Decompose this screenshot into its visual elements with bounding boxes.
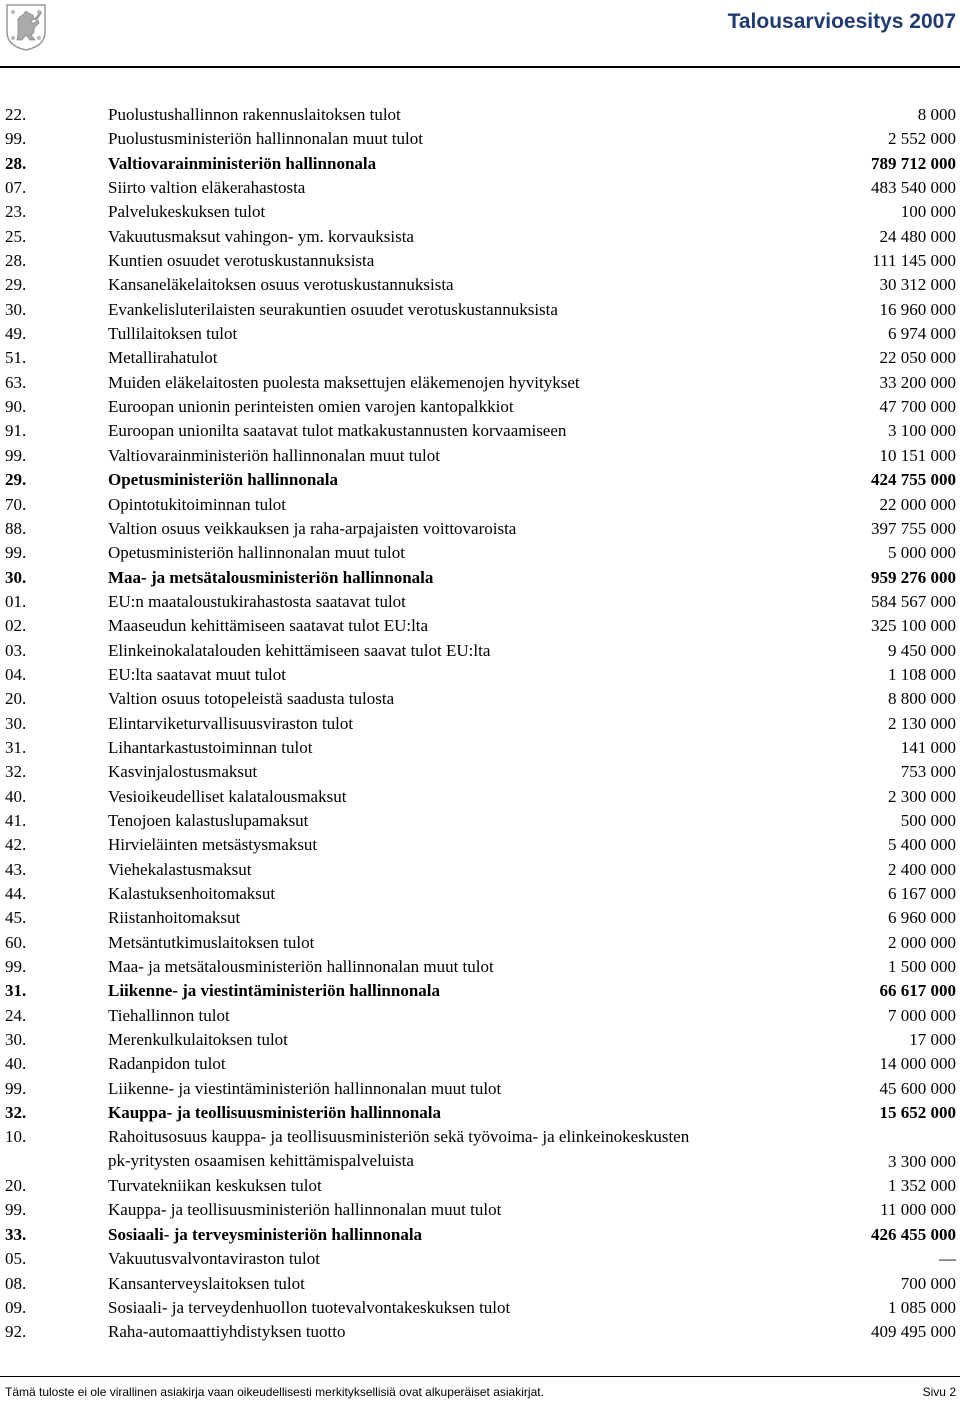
footer-disclaimer: Tämä tuloste ei ole virallinen asiakirja vaan oikeudellisesti merkityksellisiä ovat alkuperäiset asiakirjat. xyxy=(5,1385,544,1399)
table-row xyxy=(0,371,960,395)
table-row xyxy=(0,614,960,638)
budget-table xyxy=(0,103,960,1345)
row-number: 30. xyxy=(5,299,27,319)
row-description: Maa- ja metsätalousministeriön hallinnonala xyxy=(108,567,434,587)
row-number: 99. xyxy=(5,129,27,149)
row-number: 88. xyxy=(5,518,27,538)
row-amount: 397 755 000 xyxy=(871,518,956,538)
row-number: 43. xyxy=(5,859,27,879)
table-row xyxy=(0,298,960,322)
table-row xyxy=(0,858,960,882)
row-amount: 24 480 000 xyxy=(879,226,956,246)
row-number: 02. xyxy=(5,616,27,636)
table-row xyxy=(0,127,960,151)
table-row xyxy=(0,687,960,711)
row-description: EU:lta saatavat muut tulot xyxy=(108,664,286,684)
row-amount: 22 050 000 xyxy=(879,348,956,368)
header-divider xyxy=(0,66,960,68)
row-description: Kasvinjalostusmaksut xyxy=(108,762,258,782)
row-number: 28. xyxy=(5,153,27,173)
table-row xyxy=(0,273,960,297)
row-description: Raha-automaattiyhdistyksen tuotto xyxy=(108,1322,346,1342)
row-number: 31. xyxy=(5,737,27,757)
row-amount: 8 000 xyxy=(917,105,956,124)
row-amount: 1 108 000 xyxy=(888,664,956,684)
row-amount: 45 600 000 xyxy=(879,1078,956,1098)
row-amount: 66 617 000 xyxy=(879,981,956,1001)
row-description: Muiden eläkelaitosten puolesta maksettujen eläkemenojen hyvitykset xyxy=(108,372,580,392)
row-amount: 483 540 000 xyxy=(871,178,956,198)
table-row xyxy=(0,1077,960,1101)
row-number: 70. xyxy=(5,494,27,514)
row-description: Valtiovarainministeriön hallinnonala xyxy=(108,153,377,173)
row-description: Kauppa- ja teollisuusministeriön hallinnonala xyxy=(108,1103,441,1123)
table-row xyxy=(0,1296,960,1320)
row-amount: 8 800 000 xyxy=(888,689,956,709)
row-number: 51. xyxy=(5,348,27,368)
row-amount: 33 200 000 xyxy=(879,372,956,392)
row-amount: 6 960 000 xyxy=(888,908,956,928)
row-amount: 9 450 000 xyxy=(888,640,956,660)
row-amount: 17 000 xyxy=(909,1030,956,1050)
table-row xyxy=(0,590,960,614)
table-row xyxy=(0,517,960,541)
table-row xyxy=(0,322,960,346)
row-description: Vesioikeudelliset kalatalousmaksut xyxy=(108,786,347,806)
row-description: Viehekalastusmaksut xyxy=(108,859,252,879)
row-number: 05. xyxy=(5,1249,27,1269)
row-amount: 10 151 000 xyxy=(879,445,956,465)
row-amount: 6 974 000 xyxy=(888,324,956,344)
row-number: 92. xyxy=(5,1322,27,1342)
row-amount: 1 085 000 xyxy=(888,1297,956,1317)
row-description: Valtion osuus veikkauksen ja raha-arpajaisten voittovaroista xyxy=(108,518,517,538)
table-section-row xyxy=(0,566,960,590)
row-number: 32. xyxy=(5,762,27,782)
row-amount: — xyxy=(939,1249,956,1269)
table-row xyxy=(0,493,960,517)
row-number: 20. xyxy=(5,689,27,709)
row-description: Radanpidon tulot xyxy=(108,1054,226,1074)
table-row xyxy=(0,1052,960,1076)
row-description: Palvelukeskuksen tulot xyxy=(108,202,266,222)
row-amount: 15 652 000 xyxy=(879,1103,956,1123)
row-description: Maa- ja metsätalousministeriön hallinnonalan muut tulot xyxy=(108,957,494,977)
row-amount: 753 000 xyxy=(900,762,956,782)
table-row xyxy=(0,833,960,857)
row-number: 99. xyxy=(5,1078,27,1098)
row-amount: 2 552 000 xyxy=(888,129,956,149)
row-amount: 2 000 000 xyxy=(888,932,956,952)
row-description: Liikenne- ja viestintäministeriön hallinnonalan muut tulot xyxy=(108,1078,502,1098)
row-description: Opetusministeriön hallinnonalan muut tulot xyxy=(108,543,405,563)
row-number: 09. xyxy=(5,1297,27,1317)
row-number: 60. xyxy=(5,932,27,952)
row-number: 41. xyxy=(5,810,27,830)
table-row xyxy=(0,712,960,736)
row-amount: 959 276 000 xyxy=(871,567,956,587)
row-amount: 1 352 000 xyxy=(888,1176,956,1196)
row-description: Liikenne- ja viestintäministeriön hallinnonala xyxy=(108,981,441,1001)
row-number: 22. xyxy=(5,105,27,124)
table-row xyxy=(0,809,960,833)
table-row xyxy=(0,1272,960,1296)
table-row xyxy=(0,882,960,906)
row-number: 25. xyxy=(5,226,27,246)
row-amount: 500 000 xyxy=(900,810,956,830)
row-amount: 5 000 000 xyxy=(888,543,956,563)
page-number: Sivu 2 xyxy=(922,1385,956,1399)
row-description: Puolustusministeriön hallinnonalan muut tulot xyxy=(108,129,423,149)
row-amount: 11 000 000 xyxy=(880,1200,956,1220)
row-amount: 2 130 000 xyxy=(888,713,956,733)
row-description: Tenojoen kalastuslupamaksut xyxy=(108,810,309,830)
row-number: 63. xyxy=(5,372,27,392)
row-number: 08. xyxy=(5,1273,27,1293)
finnish-coat-of-arms-icon xyxy=(4,2,48,52)
table-row xyxy=(0,419,960,443)
row-description: Tullilaitoksen tulot xyxy=(108,324,238,344)
row-number: 10. xyxy=(5,1127,27,1147)
row-amount: 22 000 000 xyxy=(879,494,956,514)
row-amount: 424 755 000 xyxy=(871,470,956,490)
row-number: 42. xyxy=(5,835,27,855)
row-description: Elintarviketurvallisuusviraston tulot xyxy=(108,713,354,733)
footer-divider xyxy=(0,1376,960,1377)
row-description: Siirto valtion eläkerahastosta xyxy=(108,178,306,198)
table-row xyxy=(0,541,960,565)
row-amount: 789 712 000 xyxy=(871,153,956,173)
row-description: Evankelisluterilaisten seurakuntien osuudet verotuskustannuksista xyxy=(108,299,558,319)
row-description: Merenkulkulaitoksen tulot xyxy=(108,1030,288,1050)
row-number: 30. xyxy=(5,713,27,733)
row-amount: 14 000 000 xyxy=(879,1054,956,1074)
table-row xyxy=(0,249,960,273)
table-row xyxy=(0,225,960,249)
table-row xyxy=(0,1004,960,1028)
table-row xyxy=(0,444,960,468)
row-number: 49. xyxy=(5,324,27,344)
row-description: Euroopan unionilta saatavat tulot matkakustannusten korvaamiseen xyxy=(108,421,567,441)
row-amount: 325 100 000 xyxy=(871,616,956,636)
row-amount: 141 000 xyxy=(900,737,956,757)
row-description: Puolustushallinnon rakennuslaitoksen tulot xyxy=(108,105,401,124)
row-description: Kauppa- ja teollisuusministeriön hallinnonalan muut tulot xyxy=(108,1200,502,1220)
table-row xyxy=(0,176,960,200)
row-description: Lihantarkastustoiminnan tulot xyxy=(108,737,313,757)
table-row xyxy=(0,395,960,419)
row-description: Metallirahatulot xyxy=(108,348,218,368)
row-amount: 7 000 000 xyxy=(888,1005,956,1025)
table-row xyxy=(0,1247,960,1271)
row-description: Rahoitusosuus kauppa- ja teollisuusministeriön sekä työvoima- ja elinkeinokeskusten pk-yritysten osaamisen kehittämispalveluista xyxy=(108,1127,690,1171)
row-number: 44. xyxy=(5,884,27,903)
row-number: 90. xyxy=(5,397,27,417)
table-row xyxy=(0,200,960,224)
row-amount: 30 312 000 xyxy=(879,275,956,295)
row-amount: 1 500 000 xyxy=(888,957,956,977)
row-number: 24. xyxy=(5,1005,27,1025)
table-row xyxy=(0,906,960,930)
document-title: Talousarvioesitys 2007 xyxy=(727,10,956,33)
table-row xyxy=(0,1028,960,1052)
table-section-row xyxy=(0,1101,960,1125)
table-section-row xyxy=(0,979,960,1003)
row-description: Sosiaali- ja terveysministeriön hallinnonala xyxy=(108,1224,423,1244)
row-amount: 2 300 000 xyxy=(888,786,956,806)
row-number: 23. xyxy=(5,202,27,222)
row-description: Opetusministeriön hallinnonala xyxy=(108,470,339,490)
row-amount: 700 000 xyxy=(900,1273,956,1293)
row-description: Maaseudun kehittämiseen saatavat tulot EU:lta xyxy=(108,616,429,636)
table-row xyxy=(0,663,960,687)
row-number: 03. xyxy=(5,640,27,660)
row-number: 29. xyxy=(5,470,27,490)
row-number: 04. xyxy=(5,664,27,684)
table-section-row xyxy=(0,152,960,176)
row-description: Sosiaali- ja terveydenhuollon tuotevalvontakeskuksen tulot xyxy=(108,1297,511,1317)
row-description: Metsäntutkimuslaitoksen tulot xyxy=(108,932,315,952)
row-number: 31. xyxy=(5,981,27,1001)
row-number: 30. xyxy=(5,567,27,587)
row-amount: 47 700 000 xyxy=(879,397,956,417)
row-description: Valtiovarainministeriön hallinnonalan muut tulot xyxy=(108,445,440,465)
row-amount: 426 455 000 xyxy=(871,1224,956,1244)
row-description: Tiehallinnon tulot xyxy=(108,1005,230,1025)
row-description: Turvatekniikan keskuksen tulot xyxy=(108,1176,322,1196)
row-description: Kansaneläkelaitoksen osuus verotuskustannuksista xyxy=(108,275,454,295)
row-amount: 100 000 xyxy=(900,202,956,222)
row-amount: 584 567 000 xyxy=(871,591,956,611)
table-row xyxy=(0,955,960,979)
table-row xyxy=(0,760,960,784)
row-amount: 3 300 000 xyxy=(888,1151,956,1171)
row-description: EU:n maataloustukirahastosta saatavat tulot xyxy=(108,591,406,611)
row-description: Kansanterveyslaitoksen tulot xyxy=(108,1273,305,1293)
row-number: 01. xyxy=(5,591,27,611)
row-amount: 5 400 000 xyxy=(888,835,956,855)
table-row xyxy=(0,931,960,955)
row-description: Vakuutusmaksut vahingon- ym. korvauksista xyxy=(108,226,414,246)
row-number: 91. xyxy=(5,421,27,441)
row-number: 45. xyxy=(5,908,27,928)
row-description: Kalastuksenhoitomaksut xyxy=(108,884,276,903)
table-row xyxy=(0,785,960,809)
row-number: 32. xyxy=(5,1103,27,1123)
row-amount: 2 400 000 xyxy=(888,859,956,879)
row-number: 33. xyxy=(5,1224,27,1244)
table-row xyxy=(0,1125,960,1174)
table-row xyxy=(0,736,960,760)
row-number: 99. xyxy=(5,1200,27,1220)
table-row xyxy=(0,1174,960,1198)
row-number: 07. xyxy=(5,178,27,198)
table-section-row xyxy=(0,468,960,492)
row-description: Opintotukitoiminnan tulot xyxy=(108,494,287,514)
row-number: 99. xyxy=(5,543,27,563)
row-number: 28. xyxy=(5,251,27,271)
table-row xyxy=(0,1320,960,1344)
row-number: 30. xyxy=(5,1030,27,1050)
row-number: 29. xyxy=(5,275,27,295)
row-number: 20. xyxy=(5,1176,27,1196)
row-number: 40. xyxy=(5,1054,27,1074)
table-row xyxy=(0,103,960,127)
row-amount: 16 960 000 xyxy=(879,299,956,319)
row-amount: 111 145 000 xyxy=(872,251,956,271)
table-section-row xyxy=(0,1223,960,1247)
row-description: Elinkeinokalatalouden kehittämiseen saavat tulot EU:lta xyxy=(108,640,491,660)
row-amount: 409 495 000 xyxy=(871,1322,956,1342)
table-row xyxy=(0,639,960,663)
row-description: Vakuutusvalvontaviraston tulot xyxy=(108,1249,321,1269)
row-number: 99. xyxy=(5,957,27,977)
row-description: Kuntien osuudet verotuskustannuksista xyxy=(108,251,375,271)
row-amount: 3 100 000 xyxy=(888,421,956,441)
table-row xyxy=(0,346,960,370)
table-row xyxy=(0,1198,960,1222)
row-description: Euroopan unionin perinteisten omien varojen kantopalkkiot xyxy=(108,397,514,417)
row-description: Hirvieläinten metsästysmaksut xyxy=(108,835,318,855)
row-number: 99. xyxy=(5,445,27,465)
row-number: 40. xyxy=(5,786,27,806)
row-description: Valtion osuus totopeleistä saadusta tulosta xyxy=(108,689,395,709)
row-amount: 6 167 000 xyxy=(888,884,956,903)
row-description: Riistanhoitomaksut xyxy=(108,908,241,928)
